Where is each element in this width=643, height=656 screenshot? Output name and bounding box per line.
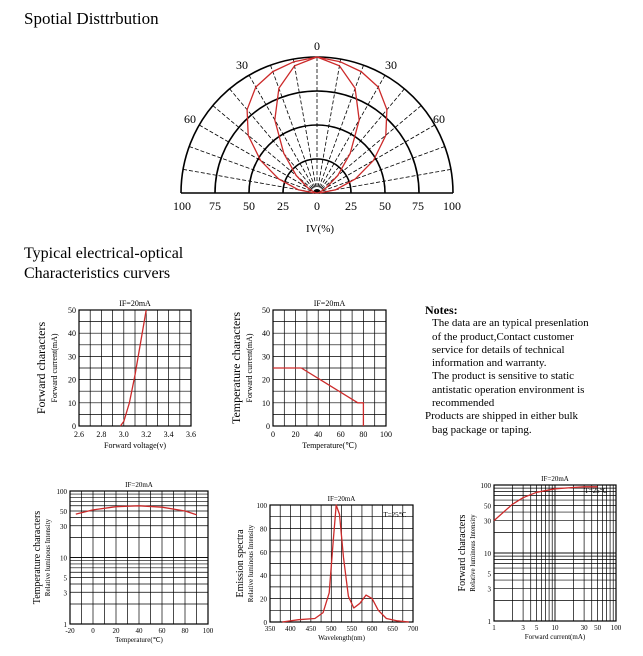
notes-line: Products are shipped in either bulk: [425, 410, 579, 423]
x-tick-label: 3.4: [163, 430, 174, 439]
x-tick-label: 80: [181, 627, 189, 635]
polar-spoke: [249, 75, 317, 193]
x-tick-label: 350: [264, 625, 276, 633]
x-tick-label: 10: [551, 624, 559, 632]
y-tick-label: 1: [63, 621, 67, 629]
x-tick-label: 40: [135, 627, 143, 635]
polar-x-label: IV(%): [305, 223, 335, 235]
x-axis-label: Temperature(℃): [302, 441, 357, 450]
x-tick-label: 2.6: [74, 430, 84, 439]
x-tick-label: 450: [305, 625, 317, 633]
x-tick-label: 550: [346, 625, 357, 633]
polar-tick-label: 100: [173, 199, 191, 213]
y-tick-label: 20: [262, 375, 270, 385]
polar-spoke: [317, 59, 341, 193]
polar-tick-label: 50: [379, 199, 391, 213]
x-tick-label: 100: [202, 627, 214, 635]
notes-title: Notes:: [425, 303, 458, 317]
y-axis-label-primary: Temperature characters: [229, 311, 243, 425]
y-tick-label: 50: [60, 508, 67, 517]
y-tick-label: 3: [487, 585, 491, 594]
y-tick-label: 20: [68, 375, 76, 385]
heading-typical-line2: Characteristics curvers: [24, 265, 171, 282]
x-tick-label: 5: [534, 624, 539, 632]
y-tick-label: 10: [60, 554, 67, 563]
chart-annotation: T=25℃: [383, 511, 407, 519]
y-tick-label: 30: [68, 352, 76, 362]
x-tick-label: 80: [359, 430, 368, 439]
x-tick-label: 20: [112, 627, 120, 635]
chart-emission-spectra: [235, 495, 419, 642]
y-axis-label-secondary: Relative luminous Intensity: [44, 518, 52, 597]
notes-line: of the product,Contact customer: [432, 330, 574, 343]
x-tick-label: 1: [492, 624, 496, 632]
x-tick-label: -20: [65, 627, 75, 635]
polar-chart: [173, 39, 461, 235]
notes-line: antistatic operation environment is: [432, 383, 585, 396]
series-line: [76, 506, 197, 515]
x-tick-label: 3.0: [118, 430, 129, 439]
y-tick-label: 40: [260, 572, 267, 581]
polar-tick-label: 50: [243, 199, 255, 213]
x-tick-label: 40: [314, 430, 323, 439]
polar-spoke: [317, 75, 385, 193]
y-tick-label: 5: [63, 574, 67, 583]
x-tick-label: 100: [380, 430, 392, 439]
polar-spoke: [199, 125, 317, 193]
y-tick-label: 50: [68, 306, 76, 315]
y-axis-label-secondary: Relative luminous Intensity: [247, 524, 255, 603]
y-tick-label: 60: [260, 548, 267, 557]
x-tick-label: 60: [158, 627, 166, 635]
heading-typical-line1: Typical electrical-optical: [24, 245, 184, 262]
y-axis-label-secondary: Relative luminous Intensity: [469, 514, 477, 592]
y-tick-label: 1: [487, 618, 491, 626]
y-axis-label-secondary: Forward current(mA): [50, 333, 59, 403]
notes-line: The data are an typical presenlation: [432, 317, 589, 330]
y-tick-label: 0: [72, 422, 76, 431]
notes-line: bag package or taping.: [432, 423, 532, 436]
y-tick-label: 10: [262, 398, 270, 408]
x-tick-label: 650: [387, 625, 398, 633]
y-tick-label: 50: [484, 502, 491, 511]
x-axis-label: Forward voltage(v): [104, 441, 166, 450]
y-tick-label: 40: [262, 329, 270, 339]
polar-spoke: [317, 106, 421, 193]
y-tick-label: 100: [56, 488, 67, 496]
chart-title: IF=20mA: [327, 495, 356, 503]
polar-spoke: [230, 89, 317, 193]
x-tick-label: 600: [366, 625, 378, 633]
polar-angle-label: 30: [385, 58, 397, 72]
y-tick-label: 30: [484, 517, 491, 526]
notes-line: recommended: [432, 397, 495, 410]
y-tick-label: 30: [60, 522, 67, 531]
polar-angle-label: 60: [184, 112, 196, 126]
x-tick-label: 30: [580, 624, 588, 632]
x-tick-label: 500: [326, 625, 337, 633]
y-axis-label-secondary: Forward current(mA): [245, 333, 254, 403]
x-axis-label: Temperature(℃): [115, 636, 163, 644]
polar-angle-label: 60: [433, 112, 445, 126]
y-axis-label-primary: Temperature characters: [32, 510, 43, 605]
x-axis-label: Wavelength(nm): [318, 634, 365, 642]
y-axis-label-primary: Forward characters: [457, 514, 468, 592]
y-tick-label: 80: [260, 525, 267, 534]
x-axis-label: Forward current(mA): [524, 633, 586, 641]
polar-spoke: [213, 106, 317, 193]
x-tick-label: 100: [610, 624, 622, 632]
polar-angle-label: 30: [236, 58, 248, 72]
polar-tick-label: 75: [412, 199, 424, 213]
heading-spatial-distribution: Spotial Disttrbution: [24, 9, 159, 28]
polar-tick-label: 25: [277, 199, 289, 213]
y-axis-label-primary: Forward characters: [34, 321, 48, 415]
x-tick-label: 3.2: [141, 430, 152, 439]
y-tick-label: 40: [68, 329, 76, 339]
y-tick-label: 100: [480, 482, 491, 490]
polar-tick-label: 100: [443, 199, 461, 213]
x-tick-label: 60: [336, 430, 345, 439]
y-tick-label: 30: [262, 352, 270, 362]
chart-title: IF=20mA: [313, 299, 346, 308]
chart-title: IF=20mA: [541, 475, 569, 483]
chart-title: IF=20mA: [125, 481, 153, 489]
y-tick-label: 20: [260, 595, 267, 604]
polar-tick-label: 75: [209, 199, 221, 213]
x-tick-label: 0: [91, 627, 95, 635]
x-tick-label: 20: [291, 430, 300, 439]
polar-tick-label: 25: [345, 199, 357, 213]
x-tick-label: 700: [407, 625, 419, 633]
x-tick-label: 0: [271, 430, 275, 439]
polar-spoke: [317, 125, 435, 193]
polar-spoke: [317, 89, 404, 193]
notes-line: The product is sensitive to static: [432, 370, 575, 383]
y-axis-label-primary: Emission spectra: [235, 529, 246, 598]
notes-line: service for details of technical: [432, 343, 565, 356]
y-tick-label: 10: [68, 398, 76, 408]
y-tick-label: 10: [484, 550, 491, 558]
chart-forward-voltage: [34, 299, 196, 450]
y-tick-label: 0: [266, 422, 270, 431]
notes-line: information and warranty.: [432, 357, 547, 370]
polar-spoke: [293, 59, 317, 193]
x-tick-label: 400: [285, 625, 296, 633]
y-tick-label: 100: [256, 502, 267, 510]
y-tick-label: 3: [63, 589, 67, 598]
y-tick-label: 0: [263, 619, 267, 627]
polar-angle-label: 0: [314, 39, 320, 53]
polar-tick-label: 0: [314, 199, 320, 213]
x-tick-label: 2.8: [96, 430, 107, 439]
chart-temp-intensity: [32, 481, 214, 644]
chart-temp-current: [229, 299, 392, 450]
chart-forward-current-intensity: [457, 475, 622, 641]
chart-title: IF=20mA: [119, 299, 151, 308]
y-tick-label: 5: [487, 570, 491, 579]
x-tick-label: 50: [594, 624, 602, 632]
y-tick-label: 50: [262, 306, 270, 315]
chart-annotation: T=25℃: [584, 487, 608, 495]
x-tick-label: 3: [521, 624, 525, 632]
x-tick-label: 3.6: [186, 430, 196, 439]
